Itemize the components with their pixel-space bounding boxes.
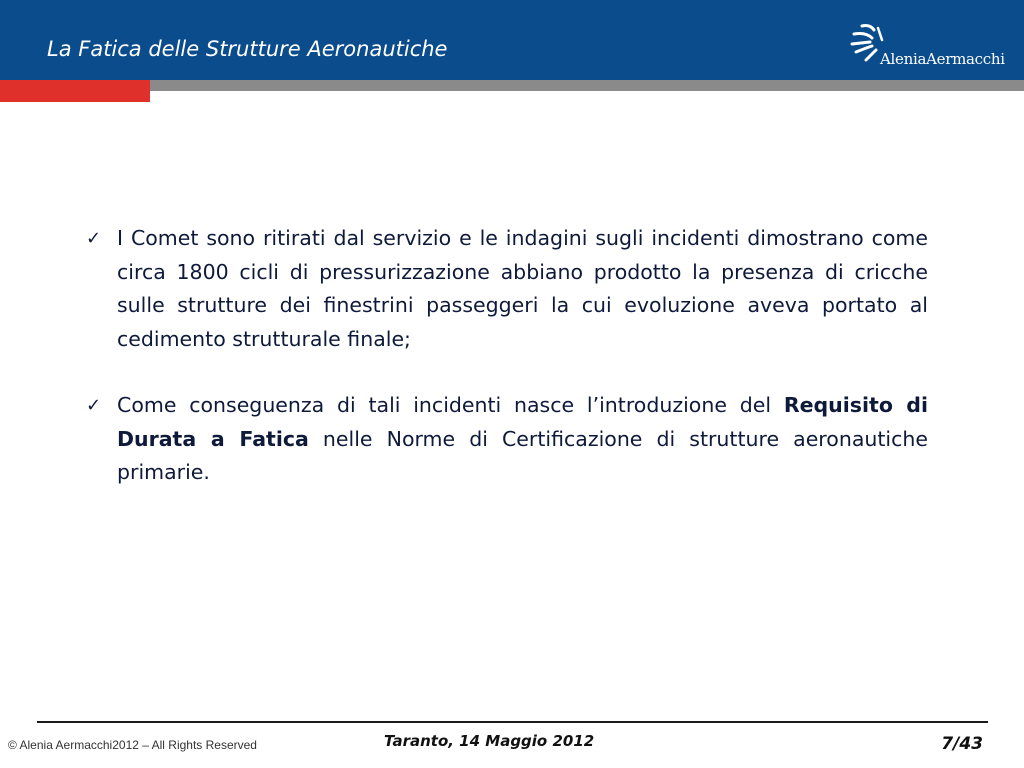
footer-copyright: © Alenia Aermacchi2012 – All Rights Reserved [8, 738, 257, 752]
header-red-accent [0, 80, 150, 102]
header-bar [0, 0, 1024, 80]
check-icon: ✓ [86, 228, 102, 249]
bullet-item [86, 222, 928, 356]
footer-divider [37, 721, 988, 723]
slide-title: La Fatica delle Strutture Aeronautiche [47, 37, 448, 61]
bullet-item [86, 389, 928, 490]
check-icon: ✓ [86, 395, 102, 416]
logo-text: AleniaAermacchi [880, 50, 1005, 68]
slide-content [86, 222, 928, 490]
bullet-text: I Comet sono ritirati dal servizio e le indagini sugli incidenti dimostrano come circa 1800 cicli di pressurizzazione abbiano prodotto la presenza di cricche sulle strutture dei finestrini passeggeri la cui evoluzione aveva portato al cedimento strutturale finale; [117, 226, 928, 351]
company-logo [848, 22, 1018, 72]
bullet-bold-text: Requisito di Durata a Fatica [117, 393, 928, 451]
header-grey-stripe [150, 80, 1024, 91]
bullet-text: Come conseguenza di tali incidenti nasce l’introduzione del [117, 393, 784, 417]
page-number: 7/43 [941, 734, 983, 754]
bullet-text: nelle Norme di Certificazione di strutture aeronautiche primarie. [117, 426, 928, 484]
footer-place-date: Taranto, 14 Maggio 2012 [384, 732, 595, 750]
